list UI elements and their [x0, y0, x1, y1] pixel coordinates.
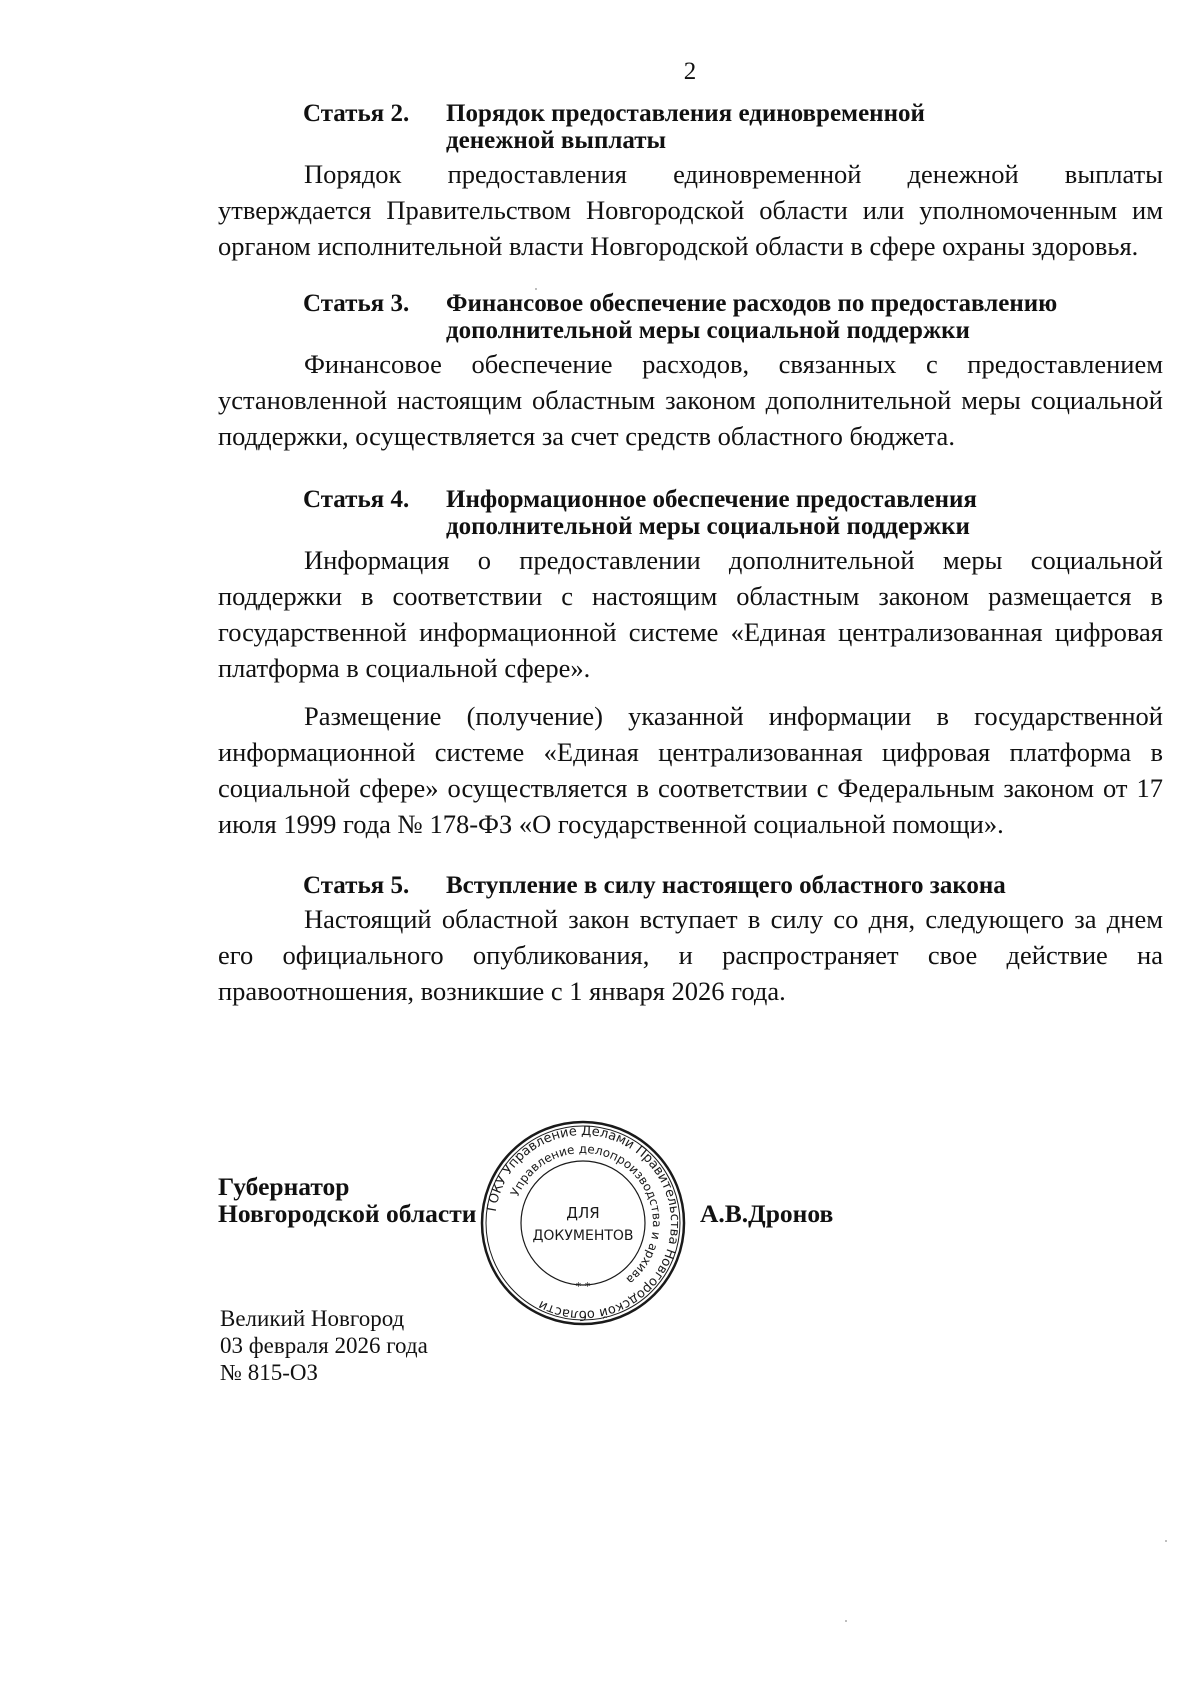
signer-name: А.В.Дронов — [700, 1199, 834, 1228]
article-title: Финансовое обеспечение расходов по предоставлению дополнительной меры социальной поддержки — [446, 290, 1058, 344]
page-number: 2 — [683, 58, 697, 85]
article-paragraph: Финансовое обеспечение расходов, связанных с предоставлением установленной настоящим областным законом дополнительной меры социальной поддержки, осуществляется за счет средств областного бюджета. — [218, 349, 1163, 451]
scan-speck — [1165, 1540, 1167, 1542]
scan-speck — [535, 288, 537, 290]
article-title: Порядок предоставления единовременной денежной выплаты — [446, 100, 925, 154]
article-number: Статья 3. — [303, 290, 410, 317]
article-paragraph: Порядок предоставления единовременной денежной выплаты утверждается Правительством Новгородской области или уполномоченным им органом исполнительной власти Новгородской области в сфере охраны здоровья. — [218, 159, 1163, 261]
stamp-inner-ring — [521, 1161, 645, 1285]
law-number: № 815-ОЗ — [220, 1360, 318, 1385]
stamp-outer-text: ГОКУ Управление Делами Правительства Новгородской области — [484, 1123, 683, 1323]
signature-block — [218, 1173, 476, 1227]
official-stamp — [478, 1118, 688, 1328]
article-3 — [218, 290, 1163, 454]
article-heading — [303, 290, 1163, 344]
document-body — [218, 100, 1163, 1009]
scan-speck — [845, 1620, 847, 1622]
signer-region: Новгородской области — [218, 1199, 477, 1228]
article-title: Информационное обеспечение предоставления дополнительной меры социальной поддержки — [446, 486, 977, 540]
article-title: Вступление в силу настоящего областного закона — [446, 872, 1006, 899]
article-paragraph: Информация о предоставлении дополнительной меры социальной поддержки в соответствии с настоящим областным законом размещается в государственной информационной системе «Единая централизованная цифровая платформа в социальной сфере». — [218, 545, 1163, 683]
article-5 — [218, 872, 1163, 1009]
article-4 — [218, 486, 1163, 842]
article-number: Статья 5. — [303, 872, 410, 899]
place-date-block — [220, 1305, 428, 1386]
place: Великий Новгород — [220, 1306, 405, 1331]
stamp-center-line2: ДОКУМЕНТОВ — [532, 1228, 634, 1244]
article-heading — [303, 100, 1163, 154]
stamp-star-icon: * * — [575, 1280, 591, 1293]
article-number: Статья 2. — [303, 100, 410, 127]
stamp-center-line1: ДЛЯ — [566, 1204, 600, 1222]
date: 03 февраля 2026 года — [220, 1333, 428, 1358]
article-number: Статья 4. — [303, 486, 410, 513]
article-paragraph: Размещение (получение) указанной информации в государственной информационной системе «Единая централизованная цифровая платформа в социальной сфере» осуществляется в соответствии с Федеральным законом от 17 июля 1999 года № 178-ФЗ «О государственной социальной помощи». — [218, 701, 1163, 839]
stamp-inner-text: Управление делопроизводства и архива — [507, 1141, 665, 1288]
article-2 — [218, 100, 1163, 264]
signer-position: Губернатор — [218, 1172, 350, 1201]
article-paragraph: Настоящий областной закон вступает в силу со дня, следующего за днем его официального опубликования, и распространяет свое действие на правоотношения, возникшие с 1 января 2026 года. — [218, 904, 1163, 1006]
article-heading — [303, 872, 1163, 899]
article-heading — [303, 486, 1163, 540]
